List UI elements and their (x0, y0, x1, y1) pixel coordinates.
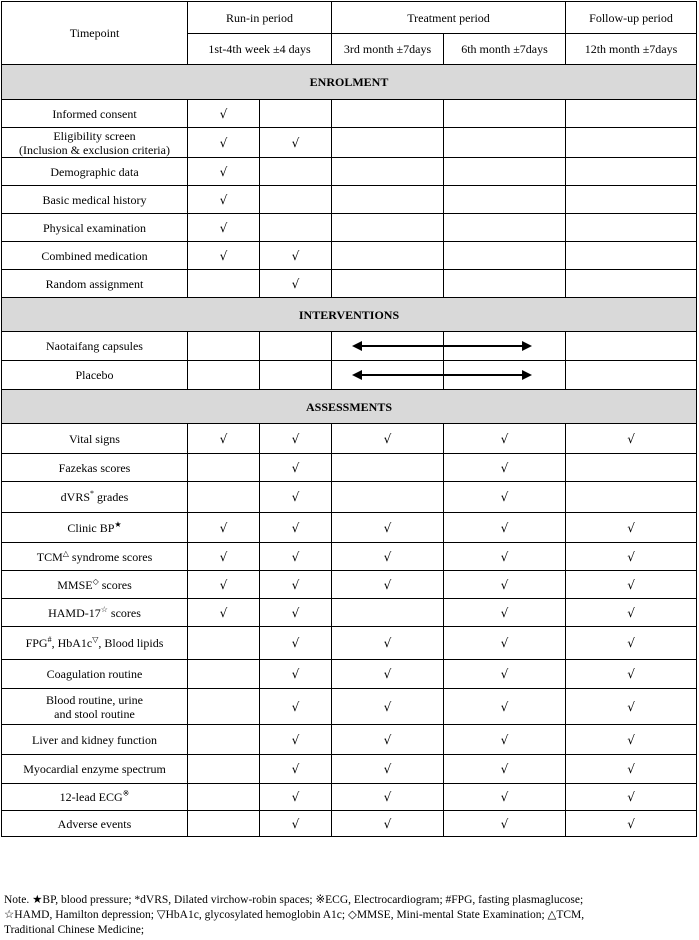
check-mark: √ (219, 135, 228, 150)
intervention-label (2, 332, 188, 361)
check-mark: √ (627, 732, 635, 747)
check-mark: √ (291, 816, 300, 831)
mark-cell (188, 214, 260, 242)
check-mark: √ (383, 577, 392, 592)
check-mark: √ (383, 431, 392, 446)
label-text: Clinic BP (67, 520, 115, 535)
label-text: Naotaifang capsules (46, 339, 143, 353)
assessment-label (2, 811, 188, 837)
mark-cell (260, 186, 332, 214)
header-treatment: Treatment period (332, 2, 566, 34)
mark-cell (566, 242, 697, 270)
label-text: Informed consent (52, 106, 137, 121)
footnote-mark: ※ (122, 789, 130, 798)
check-mark: √ (627, 431, 635, 446)
mark-cell (444, 599, 566, 627)
check-mark: √ (500, 460, 509, 475)
check-mark: √ (291, 667, 300, 681)
mark-cell (188, 128, 260, 158)
label-text: 12-lead ECG (59, 790, 123, 804)
check-mark: √ (383, 732, 392, 747)
section-interventions: INTERVENTIONS (2, 298, 697, 332)
check-mark: √ (291, 636, 300, 650)
header-month-6: 6th month ±7days (444, 34, 566, 65)
mark-cell (332, 424, 444, 454)
mark-cell (566, 571, 697, 599)
label-suffix: syndrome scores (68, 549, 153, 564)
mark-cell (444, 100, 566, 128)
check-mark: √ (627, 699, 635, 714)
mark-cell (444, 424, 566, 454)
mark-cell (444, 543, 566, 571)
check-mark: √ (627, 605, 635, 620)
check-mark: √ (500, 577, 509, 592)
mark-cell (444, 186, 566, 214)
mark-cell (566, 270, 697, 298)
check-mark: √ (219, 520, 228, 535)
mark-cell (444, 454, 566, 482)
enrolment-row (2, 100, 697, 128)
check-mark: √ (383, 549, 392, 564)
label-text: Random assignment (45, 276, 144, 291)
enrolment-row (2, 128, 697, 158)
mark-cell (332, 214, 444, 242)
label-text: Liver and kidney function (32, 732, 157, 747)
mark-cell (444, 513, 566, 543)
mark-cell (332, 755, 444, 784)
mark-cell (260, 543, 332, 571)
footnote-mark: △ (62, 548, 69, 558)
assessment-row (2, 755, 697, 784)
enrolment-row (2, 242, 697, 270)
mark-cell (188, 599, 260, 627)
schedule-table (1, 1, 697, 837)
check-mark: √ (500, 667, 509, 681)
mark-cell (332, 482, 444, 513)
mark-cell (332, 599, 444, 627)
assessment-row (2, 660, 697, 689)
label-text: Combined medication (41, 248, 148, 263)
note-line-2: ☆HAMD, Hamilton depression; ▽HbA1c, glycosylated hemoglobin A1c; ◇MMSE, Mini-mental State Examination; △TCM, (4, 909, 585, 921)
mark-cell (566, 755, 697, 784)
footnote-mark: # (47, 635, 52, 644)
intervention-label (2, 361, 188, 390)
mark-cell (566, 424, 697, 454)
mark-cell (566, 128, 697, 158)
check-mark: √ (383, 520, 392, 535)
enrolment-label (2, 128, 188, 158)
mark-cell (188, 100, 260, 128)
mark-cell (566, 361, 697, 390)
label-text: FPG (25, 636, 48, 650)
check-mark: √ (500, 605, 509, 620)
mark-cell (260, 627, 332, 660)
note-line-3: Traditional Chinese Medicine; (4, 924, 145, 936)
intervention-row (2, 361, 697, 390)
mark-cell (566, 158, 697, 186)
enrolment-row (2, 158, 697, 186)
check-mark: √ (627, 816, 635, 831)
check-mark: √ (627, 667, 635, 681)
label-text: Placebo (75, 368, 114, 382)
assessment-label (2, 784, 188, 811)
check-mark: √ (291, 549, 300, 564)
check-mark: √ (500, 762, 509, 776)
assessment-label (2, 424, 188, 454)
check-mark: √ (500, 699, 509, 714)
check-mark: √ (500, 816, 509, 831)
check-mark: √ (383, 816, 392, 831)
check-mark: √ (627, 577, 635, 592)
mark-cell (444, 571, 566, 599)
check-mark: √ (383, 667, 392, 681)
mark-cell (332, 186, 444, 214)
mark-cell (260, 242, 332, 270)
label-text: Myocardial enzyme spectrum (23, 762, 166, 776)
check-mark: √ (219, 248, 228, 263)
label-line: and stool routine (54, 706, 135, 721)
check-mark: √ (500, 520, 509, 535)
mark-cell (566, 689, 697, 725)
check-mark: √ (500, 790, 509, 804)
assessment-label (2, 482, 188, 513)
mark-cell (444, 811, 566, 837)
mark-cell (444, 755, 566, 784)
label-suffix: grades (94, 490, 129, 504)
check-mark: √ (219, 192, 228, 207)
check-mark: √ (500, 549, 509, 564)
check-mark: √ (500, 431, 509, 446)
mark-cell (332, 242, 444, 270)
header-month-12: 12th month ±7days (566, 34, 697, 65)
mark-cell (260, 100, 332, 128)
mark-cell (332, 689, 444, 725)
check-mark: √ (291, 577, 300, 592)
check-mark: √ (627, 520, 635, 535)
check-mark: √ (291, 520, 300, 535)
mark-cell (260, 332, 332, 361)
label-text: dVRS (60, 490, 90, 504)
mark-cell (188, 725, 260, 755)
check-mark: √ (383, 762, 392, 776)
label-text: MMSE (57, 577, 93, 592)
assessment-row (2, 689, 697, 725)
footnote-mark: ◇ (92, 576, 99, 586)
check-mark: √ (219, 164, 228, 179)
assessment-label (2, 571, 188, 599)
assessment-row (2, 627, 697, 660)
label-suffix: scores (107, 605, 141, 620)
assessment-row (2, 784, 697, 811)
check-mark: √ (500, 636, 509, 650)
label-text: Vital signs (69, 431, 120, 446)
mark-cell (332, 270, 444, 298)
mark-cell (260, 214, 332, 242)
mark-cell (332, 627, 444, 660)
label-line: Blood routine, urine (46, 692, 143, 707)
check-mark: √ (291, 276, 300, 291)
mark-cell (188, 627, 260, 660)
mark-cell (260, 270, 332, 298)
check-mark: √ (291, 605, 300, 620)
header-runin-window: 1st-4th week ±4 days (188, 34, 332, 65)
footnote-mark: ★ (114, 519, 122, 529)
mark-cell (188, 332, 260, 361)
mark-cell (188, 424, 260, 454)
mark-cell (444, 725, 566, 755)
mark-cell (332, 513, 444, 543)
mark-cell (332, 100, 444, 128)
label-line: (Inclusion & exclusion criteria) (19, 142, 170, 157)
mark-cell (188, 571, 260, 599)
intervention-row (2, 332, 697, 361)
footnote-mark: ▽ (92, 635, 99, 644)
mark-cell (188, 361, 260, 390)
mark-cell (188, 513, 260, 543)
label-text: Physical examination (43, 220, 146, 235)
mark-cell (444, 158, 566, 186)
mark-cell (332, 543, 444, 571)
assessment-label (2, 689, 188, 725)
mark-cell (188, 454, 260, 482)
enrolment-row (2, 214, 697, 242)
mark-cell (260, 571, 332, 599)
check-mark: √ (383, 699, 392, 714)
mark-cell (566, 513, 697, 543)
check-mark: √ (291, 762, 300, 776)
assessment-row (2, 725, 697, 755)
mark-cell (444, 784, 566, 811)
mark-cell (188, 482, 260, 513)
mark-cell (566, 214, 697, 242)
check-mark: √ (291, 135, 300, 150)
check-mark: √ (219, 431, 228, 446)
label-text: Basic medical history (42, 192, 147, 207)
assessment-label (2, 725, 188, 755)
treatment-duration-arrow (352, 340, 532, 352)
mark-cell (188, 543, 260, 571)
check-mark: √ (291, 699, 300, 714)
check-mark: √ (219, 577, 228, 592)
mark-cell (566, 599, 697, 627)
mark-cell (332, 784, 444, 811)
mark-cell (566, 332, 697, 361)
check-mark: √ (219, 549, 228, 564)
check-mark: √ (627, 762, 635, 776)
mark-cell (260, 811, 332, 837)
mark-cell (566, 811, 697, 837)
check-mark: √ (291, 732, 300, 747)
assessment-label (2, 513, 188, 543)
section-assessments: ASSESSMENTS (2, 390, 697, 424)
mark-cell (260, 755, 332, 784)
check-mark: √ (383, 790, 392, 804)
mark-cell (260, 725, 332, 755)
footnote-mark: * (90, 489, 94, 498)
mark-cell (332, 811, 444, 837)
label-text: Fazekas scores (58, 460, 131, 475)
assessment-row (2, 513, 697, 543)
mark-cell (566, 482, 697, 513)
mark-cell (444, 627, 566, 660)
mark-cell (444, 270, 566, 298)
mark-cell (566, 627, 697, 660)
header-runin: Run-in period (188, 2, 332, 34)
label-suffix: , HbA1c (51, 636, 93, 650)
footnote-mark: ☆ (100, 604, 108, 614)
label-suffix: scores (98, 577, 132, 592)
assessment-label (2, 599, 188, 627)
enrolment-label (2, 186, 188, 214)
assessment-label (2, 660, 188, 689)
enrolment-row (2, 186, 697, 214)
mark-cell (188, 270, 260, 298)
label-text: Coagulation routine (46, 667, 143, 681)
check-mark: √ (500, 732, 509, 747)
mark-cell (260, 128, 332, 158)
assessment-row (2, 811, 697, 837)
assessment-label (2, 543, 188, 571)
assessment-row (2, 543, 697, 571)
enrolment-label (2, 242, 188, 270)
mark-cell (444, 689, 566, 725)
mark-cell (188, 784, 260, 811)
check-mark: √ (500, 490, 509, 504)
mark-cell (444, 482, 566, 513)
mark-cell (444, 242, 566, 270)
check-mark: √ (291, 490, 300, 504)
mark-cell (188, 660, 260, 689)
label-text: HAMD-17 (48, 605, 101, 620)
mark-cell (566, 186, 697, 214)
check-mark: √ (291, 431, 300, 446)
assessment-row (2, 424, 697, 454)
mark-cell (566, 660, 697, 689)
mark-cell (188, 755, 260, 784)
mark-cell (188, 689, 260, 725)
enrolment-row (2, 270, 697, 298)
header-timepoint: Timepoint (2, 2, 188, 65)
header-followup: Follow-up period (566, 2, 697, 34)
label-line: Eligibility screen (53, 128, 136, 143)
assessment-label (2, 755, 188, 784)
mark-cell (566, 784, 697, 811)
mark-cell (260, 361, 332, 390)
mark-cell (332, 571, 444, 599)
mark-cell (260, 513, 332, 543)
label-text: TCM (36, 549, 63, 564)
assessment-row (2, 454, 697, 482)
enrolment-label (2, 158, 188, 186)
mark-cell (260, 454, 332, 482)
check-mark: √ (627, 549, 635, 564)
mark-cell (332, 660, 444, 689)
section-enrolment: ENROLMENT (2, 65, 697, 100)
mark-cell (444, 214, 566, 242)
mark-cell (332, 128, 444, 158)
label-suffix: , Blood lipids (98, 636, 164, 650)
mark-cell (188, 158, 260, 186)
enrolment-label (2, 270, 188, 298)
header-month-3: 3rd month ±7days (332, 34, 444, 65)
mark-cell (332, 454, 444, 482)
treatment-duration-arrow (352, 369, 532, 381)
mark-cell (260, 158, 332, 186)
mark-cell (332, 158, 444, 186)
check-mark: √ (291, 248, 300, 263)
table-note (4, 893, 696, 938)
mark-cell (566, 454, 697, 482)
label-text: Adverse events (57, 816, 132, 831)
enrolment-label (2, 100, 188, 128)
mark-cell (566, 543, 697, 571)
check-mark: √ (219, 220, 228, 235)
check-mark: √ (291, 790, 300, 804)
enrolment-label (2, 214, 188, 242)
mark-cell (260, 424, 332, 454)
mark-cell (260, 482, 332, 513)
assessment-label (2, 454, 188, 482)
mark-cell (188, 242, 260, 270)
mark-cell (444, 660, 566, 689)
assessment-row (2, 599, 697, 627)
check-mark: √ (627, 636, 635, 650)
mark-cell (444, 128, 566, 158)
label-text: Demographic data (50, 164, 139, 179)
check-mark: √ (219, 605, 228, 620)
assessment-row (2, 482, 697, 513)
mark-cell (260, 660, 332, 689)
check-mark: √ (219, 106, 228, 121)
mark-cell (260, 784, 332, 811)
check-mark: √ (627, 790, 635, 804)
check-mark: √ (383, 636, 392, 650)
mark-cell (188, 186, 260, 214)
mark-cell (566, 100, 697, 128)
mark-cell (260, 599, 332, 627)
mark-cell (188, 811, 260, 837)
note-line-1: Note. ★BP, blood pressure; *dVRS, Dilated virchow-robin spaces; ※ECG, Electrocardiogram; #FPG, fasting plasmaglucose; (4, 894, 584, 906)
check-mark: √ (291, 460, 300, 475)
mark-cell (260, 689, 332, 725)
assessment-row (2, 571, 697, 599)
mark-cell (332, 725, 444, 755)
assessment-label (2, 627, 188, 660)
mark-cell (566, 725, 697, 755)
